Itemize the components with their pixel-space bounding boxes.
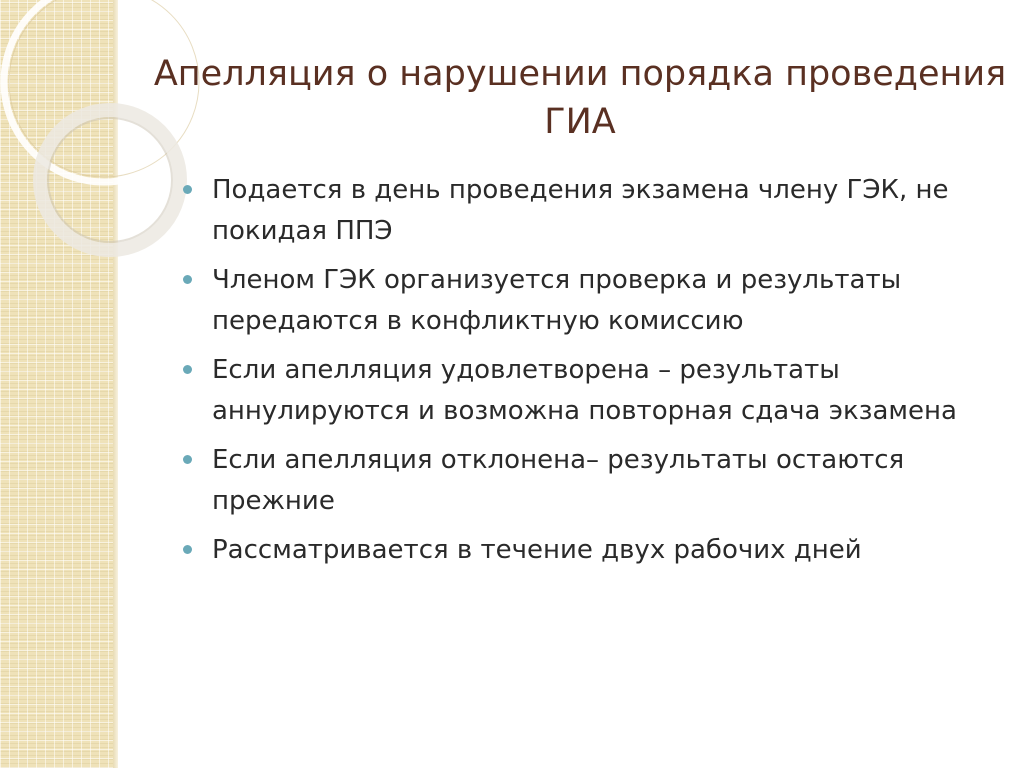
bullet-text: Подается в день проведения экзамена члену ГЭК, не покидая ППЭ <box>212 175 949 246</box>
bullet-text: Рассматривается в течение двух рабочих дней <box>212 535 862 565</box>
bullet-text: Членом ГЭК организуется проверка и результаты передаются в конфликтную комиссию <box>212 265 902 336</box>
bullet-list <box>180 170 1010 579</box>
bullet-item <box>180 260 1010 342</box>
bullet-dot-icon <box>183 185 192 194</box>
bullet-item <box>180 440 1010 522</box>
bullet-dot-icon <box>183 455 192 464</box>
bullet-text: Если апелляция удовлетворена – результаты аннулируются и возможна повторная сдача экзамена <box>212 355 957 426</box>
bullet-item <box>180 170 1010 252</box>
bullet-text: Если апелляция отклонена– результаты остаются прежние <box>212 445 905 516</box>
slide-title: Апелляция о нарушении порядка проведения ГИА <box>153 54 1007 142</box>
bullet-dot-icon <box>183 365 192 374</box>
bullet-dot-icon <box>183 275 192 284</box>
bullet-dot-icon <box>183 545 192 554</box>
bullet-item <box>180 350 1010 432</box>
bullet-item <box>180 530 1010 571</box>
